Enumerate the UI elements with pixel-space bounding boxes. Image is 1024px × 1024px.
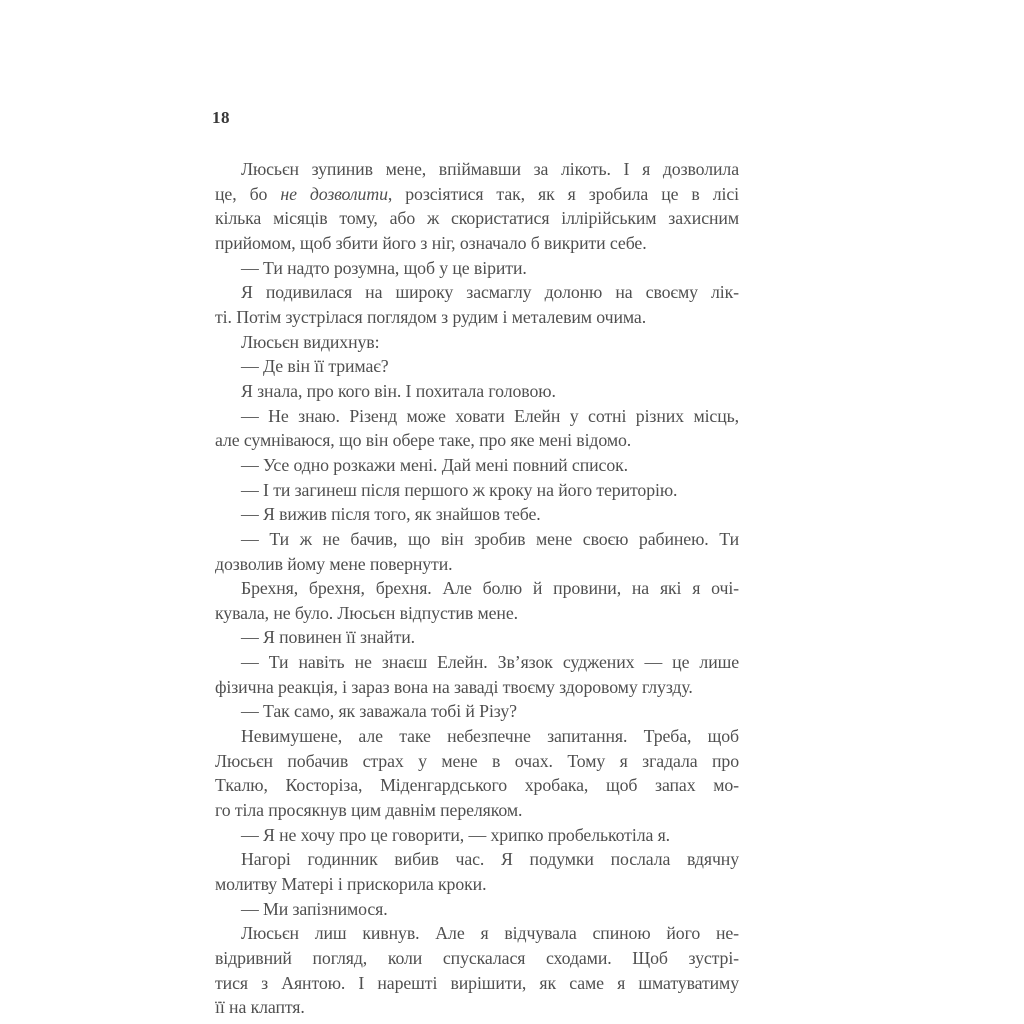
text-line: Люсьєн видихнув: xyxy=(241,331,380,352)
page-number: 18 xyxy=(212,108,230,127)
text-line: — Так само, як заважала тобі й Різу? xyxy=(241,701,517,722)
text-line: молитву Матері і прискорила кроки. xyxy=(215,874,487,895)
text-line: але сумніваюся, що він обере таке, про яке мені відомо. xyxy=(215,430,632,451)
text-line: її на клаптя. xyxy=(215,997,305,1018)
text-line: — Ти навіть не знаєш Елейн. Зв’язок суджених — це лише xyxy=(241,652,739,673)
text-line: — Я повинен її знайти. xyxy=(241,627,416,648)
text-line: — Ти ж не бачив, що він зробив мене своєю рабинею. Ти xyxy=(241,528,739,549)
text-line: фізична реакція, і зараз вона на заваді твоєму здоровому глузду. xyxy=(215,676,693,697)
text-line: Нагорі годинник вибив час. Я подумки послала вдячну xyxy=(241,849,739,870)
text-line: Люсьєн лиш кивнув. Але я відчувала спиною його не- xyxy=(241,923,739,944)
text-line: — Усе одно розкажи мені. Дай мені повний список. xyxy=(241,454,629,475)
text-line: Ткалю, Косторіза, Міденгардського хробака, щоб запах мо- xyxy=(215,775,739,796)
text-line: — Я вижив після того, як знайшов тебе. xyxy=(241,504,541,525)
text-line: ті. Потім зустрілася поглядом з рудим і металевим очима. xyxy=(215,306,647,327)
text-line: — Я не хочу про це говорити, — хрипко пробелькотіла я. xyxy=(241,824,671,845)
text-line: — Ми запізнимося. xyxy=(241,898,388,919)
text-line: — Ти надто розумна, щоб у це вірити. xyxy=(241,257,527,278)
text-line: Люсьєн зупинив мене, впіймавши за лікоть. І я дозволила xyxy=(241,159,739,179)
text-line: кілька місяців тому, або ж скористатися іллірійським захисним xyxy=(215,208,739,229)
text-line: — І ти загинеш після першого ж кроку на його територію. xyxy=(241,479,678,500)
text-line: го тіла просякнув цим давнім переляком. xyxy=(215,800,523,821)
text-line: кувала, не було. Люсьєн відпустив мене. xyxy=(215,602,518,623)
text-line: — Не знаю. Різенд може ховати Елейн у сотні різних місць, xyxy=(241,405,739,426)
text-line: дозволив йому мене повернути. xyxy=(215,553,453,574)
text-line: Люсьєн побачив страх у мене в очах. Тому я згадала про xyxy=(215,750,739,771)
text-line: Я подивилася на широку засмаглу долоню на своєму лік- xyxy=(241,282,739,303)
page-text xyxy=(215,157,739,1020)
text-line: прийомом, щоб збити його з ніг, означало б викрити себе. xyxy=(215,232,647,253)
text-line: це, бо не дозволити, розсіятися так, як я зробила це в лісі xyxy=(215,183,739,204)
text-line: Невимушене, але таке небезпечне запитання. Треба, щоб xyxy=(241,726,739,747)
text-line: — Де він її тримає? xyxy=(241,356,389,377)
text-line: Брехня, брехня, брехня. Але болю й провини, на які я очі- xyxy=(241,578,739,599)
text-line: тися з Аянтою. І нарешті вирішити, як саме я шматуватиму xyxy=(215,972,739,993)
text-line: відривний погляд, коли спускалася сходами. Щоб зустрі- xyxy=(215,948,739,968)
text-line: Я знала, про кого він. І похитала головою. xyxy=(241,380,556,401)
